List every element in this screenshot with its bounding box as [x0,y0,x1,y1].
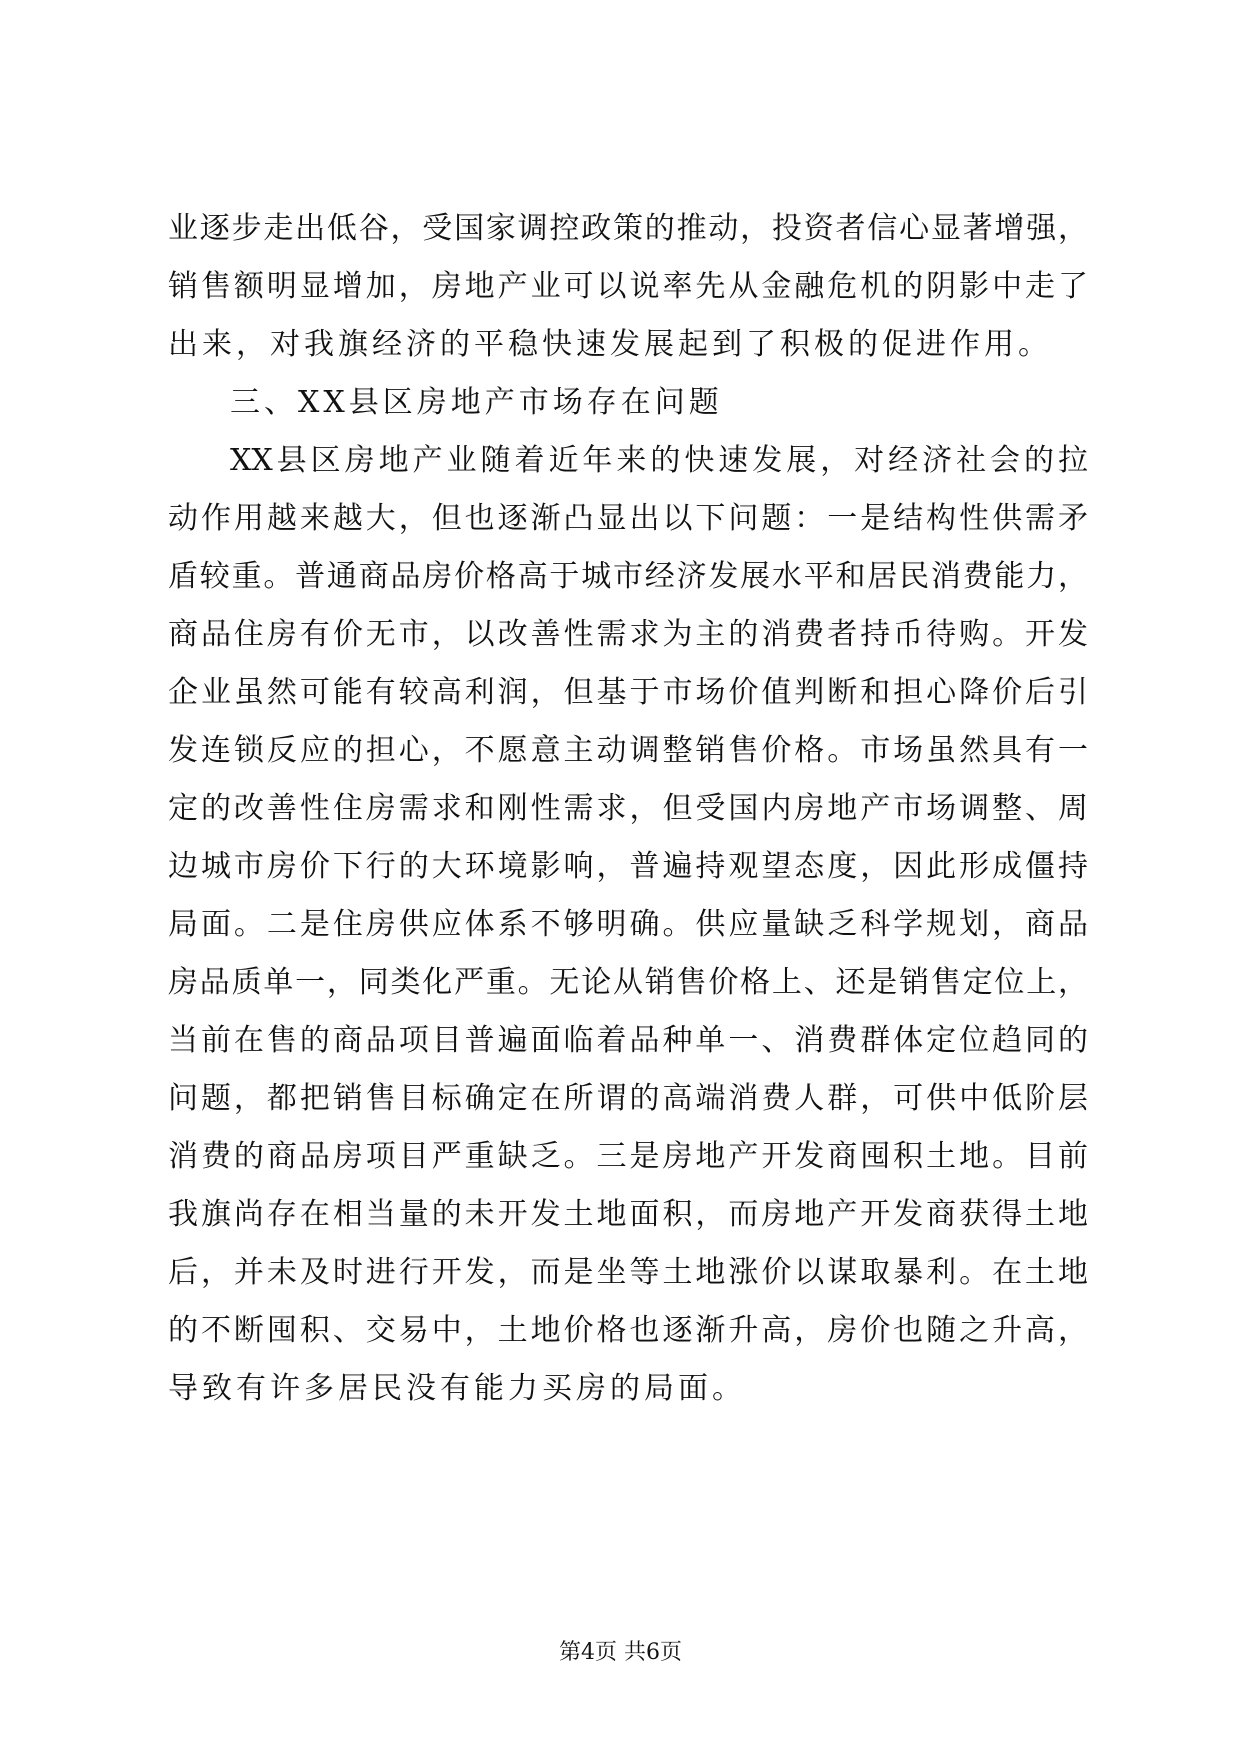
text-line: 消费的商品房项目严重缺乏。三是房地产开发商囤积土地。目前 [168,1139,1088,1174]
page-footer [0,1638,1241,1668]
text-line: 发连锁反应的担心，不愿意主动调整销售价格。市场虽然具有一 [168,733,1088,768]
text-line: 局面。二是住房供应体系不够明确。供应量缺乏科学规划，商品 [168,907,1088,942]
page-number-label: 第4页 共6页 [559,1640,682,1665]
text-line: 边城市房价下行的大环境影响，普遍持观望态度，因此形成僵持 [168,849,1088,884]
text-line: 我旗尚存在相当量的未开发土地面积，而房地产开发商获得土地 [168,1197,1088,1232]
text-line: 业逐步走出低谷，受国家调控政策的推动，投资者信心显著增强， [168,211,1088,246]
text-line: 当前在售的商品项目普遍面临着品种单一、消费群体定位趋同的 [168,1023,1088,1058]
text-line: 的不断囤积、交易中，土地价格也逐渐升高，房价也随之升高， [168,1313,1088,1348]
text-line: 销售额明显增加，房地产业可以说率先从金融危机的阴影中走了 [168,269,1088,304]
text-line: XX县区房地产业随着近年来的快速发展，对经济社会的拉 [230,443,1088,478]
section-heading: 三、XX县区房地产市场存在问题 [230,385,723,420]
text-line: 企业虽然可能有较高利润，但基于市场价值判断和担心降价后引 [168,675,1088,710]
text-line: 问题，都把销售目标确定在所谓的高端消费人群，可供中低阶层 [168,1081,1088,1116]
text-line: 定的改善性住房需求和刚性需求，但受国内房地产市场调整、周 [168,791,1088,826]
text-line: 动作用越来越大，但也逐渐凸显出以下问题：一是结构性供需矛 [168,501,1088,536]
text-line: 导致有许多居民没有能力买房的局面。 [168,1371,746,1406]
body-text [168,200,1088,1418]
text-line: 盾较重。普通商品房价格高于城市经济发展水平和居民消费能力， [168,559,1088,594]
text-line: 后，并未及时进行开发，而是坐等土地涨价以谋取暴利。在土地 [168,1255,1088,1290]
text-line: 出来，对我旗经济的平稳快速发展起到了积极的促进作用。 [168,327,1052,362]
text-line: 房品质单一，同类化严重。无论从销售价格上、还是销售定位上， [168,965,1088,1000]
text-line: 商品住房有价无市，以改善性需求为主的消费者持币待购。开发 [168,617,1088,652]
